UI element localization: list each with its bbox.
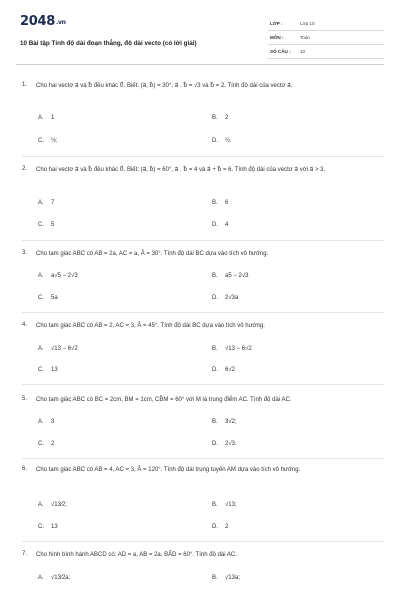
option-text: 2√3.: [225, 441, 237, 447]
option-text: 4: [225, 222, 229, 228]
meta-row-count: [268, 46, 384, 59]
option-d[interactable]: [212, 441, 237, 447]
meta-label: SỐ CÂU :: [270, 49, 291, 54]
option-letter: C.: [38, 138, 44, 144]
option-text: a√5 − 2√3: [51, 273, 78, 279]
option-c[interactable]: [38, 367, 58, 373]
option-letter: A.: [38, 419, 44, 425]
option-letter: D.: [212, 367, 218, 373]
meta-label: MÔN :: [270, 35, 284, 40]
option-a[interactable]: [38, 115, 54, 121]
question-divider: [22, 541, 384, 542]
option-letter: B.: [212, 273, 218, 279]
question-text: Cho tam giác ABC có AB = 2, AC = 3, Â = 45°. Tính độ dài BC dựa vào tích vô hướng.: [36, 323, 265, 329]
document-header: [16, 8, 384, 60]
meta-value: Lớp 10: [300, 21, 315, 26]
question-number: 7.: [22, 551, 28, 557]
option-text: a5 − 2√3: [225, 273, 249, 279]
question-number: 3.: [22, 250, 28, 256]
option-letter: A.: [38, 200, 44, 206]
option-letter: D.: [212, 524, 218, 530]
option-text: 2√3a: [225, 295, 239, 301]
option-letter: B.: [212, 200, 218, 206]
option-a[interactable]: [38, 346, 78, 352]
option-text: √13;: [225, 502, 237, 508]
option-b[interactable]: [212, 419, 237, 425]
question-text: Cho hai vectơ a⃗ và b⃗ đều khác 0⃗. Biết: (a⃗, b⃗) = 30°, a⃗ . b⃗ = √3 và b⃗ = 2. Tính độ dài của vectơ a⃗.: [36, 83, 293, 89]
option-text: ½;: [51, 138, 58, 144]
option-letter: A.: [38, 575, 44, 581]
question-number: 6.: [22, 466, 28, 472]
option-a[interactable]: [38, 200, 54, 206]
option-letter: C.: [38, 295, 44, 301]
question-divider: [22, 240, 384, 241]
option-text: √13⁄2a;: [51, 575, 71, 581]
meta-label: LỚP :: [270, 21, 283, 26]
option-letter: D.: [212, 138, 218, 144]
option-b[interactable]: [212, 273, 248, 279]
option-text: 5a: [51, 295, 58, 301]
option-text: 13: [51, 367, 58, 373]
option-b[interactable]: [212, 200, 228, 206]
logo-text: 2048: [20, 14, 55, 29]
document-title: 10 Bài tập Tính độ dài đoạn thẳng, độ dài vecto (có lời giải): [20, 40, 197, 47]
option-letter: C.: [38, 222, 44, 228]
option-letter: D.: [212, 222, 218, 228]
option-a[interactable]: [38, 575, 70, 581]
question-text: Cho tam giác ABC có AB = 4, AC = 3, Â = 120°. Tính độ dài trung tuyến AM dựa vào tích vô hướng.: [36, 467, 301, 473]
option-c[interactable]: [38, 222, 54, 228]
option-text: 3√2;: [225, 419, 237, 425]
option-text: ½.: [225, 138, 232, 144]
question-text: Cho tam giác ABC có BC = 2cm, BM = 1cm, CB̂M = 60° với M là trung điểm AC. Tính độ dài AC.: [36, 397, 292, 403]
option-c[interactable]: [38, 524, 58, 530]
option-d[interactable]: [212, 222, 228, 228]
meta-row-subject: [268, 32, 384, 45]
option-b[interactable]: [212, 115, 228, 121]
option-letter: D.: [212, 441, 218, 447]
option-letter: A.: [38, 502, 44, 508]
meta-value: 10: [300, 49, 306, 54]
question-text: Cho tam giác ABC có AB = 2a, AC = a, Â = 30°. Tính độ dài BC dựa vào tích vô hướng.: [36, 251, 269, 257]
question-number: 4.: [22, 322, 28, 328]
question-number: 1.: [22, 82, 28, 88]
option-d[interactable]: [212, 524, 228, 530]
option-c[interactable]: [38, 138, 58, 144]
option-letter: C.: [38, 524, 44, 530]
option-text: 6√2: [225, 367, 235, 373]
option-letter: B.: [212, 346, 218, 352]
meta-row-class: [268, 18, 384, 31]
option-d[interactable]: [212, 295, 238, 301]
option-letter: B.: [212, 115, 218, 121]
question-number: 5.: [22, 396, 28, 402]
option-text: 2: [225, 115, 229, 121]
option-letter: D.: [212, 295, 218, 301]
header-divider: [16, 64, 384, 65]
option-c[interactable]: [38, 295, 58, 301]
option-letter: A.: [38, 346, 44, 352]
option-text: √13⁄2;: [51, 502, 67, 508]
option-text: √13 − 6√2: [225, 346, 252, 352]
option-letter: A.: [38, 115, 44, 121]
option-a[interactable]: [38, 502, 67, 508]
option-text: 13: [51, 524, 58, 530]
option-letter: B.: [212, 419, 218, 425]
option-b[interactable]: [212, 575, 240, 581]
question-divider: [22, 156, 384, 157]
option-letter: C.: [38, 441, 44, 447]
option-letter: C.: [38, 367, 44, 373]
option-b[interactable]: [212, 502, 237, 508]
site-logo[interactable]: [20, 14, 66, 29]
option-text: 2: [225, 524, 229, 530]
option-text: 6: [225, 200, 229, 206]
question-number: 2.: [22, 166, 28, 172]
meta-value: Toán: [300, 35, 310, 40]
question-divider: [22, 458, 384, 459]
question-text: Cho hai vectơ a⃗ và b⃗ đều khác 0⃗. Biết: (a⃗, b⃗) = 60°, a⃗ . b⃗ = 4 và a⃗ + b⃗ = 6. Tính độ dài của vectơ a⃗ với a⃗ > 3.: [36, 167, 326, 173]
option-letter: B.: [212, 575, 218, 581]
option-b[interactable]: [212, 346, 252, 352]
option-text: 5: [51, 222, 55, 228]
question-divider: [22, 384, 384, 385]
option-a[interactable]: [38, 273, 78, 279]
option-text: 3: [51, 419, 55, 425]
option-d[interactable]: [212, 367, 235, 373]
question-divider: [22, 312, 384, 313]
meta-table: [268, 18, 384, 60]
logo-suffix: .vn: [55, 19, 66, 26]
question-text: Cho hình bình hành ABCD có: AD = a, AB = 2a, BÂD = 60°. Tính độ dài AC.: [36, 552, 237, 558]
option-text: 7: [51, 200, 55, 206]
option-letter: B.: [212, 502, 218, 508]
option-text: 2: [51, 441, 55, 447]
option-a[interactable]: [38, 419, 54, 425]
option-letter: A.: [38, 273, 44, 279]
option-d[interactable]: [212, 138, 232, 144]
option-text: √13 − 6√2: [51, 346, 78, 352]
option-text: √13a;: [225, 575, 240, 581]
option-text: 1: [51, 115, 55, 121]
option-c[interactable]: [38, 441, 54, 447]
